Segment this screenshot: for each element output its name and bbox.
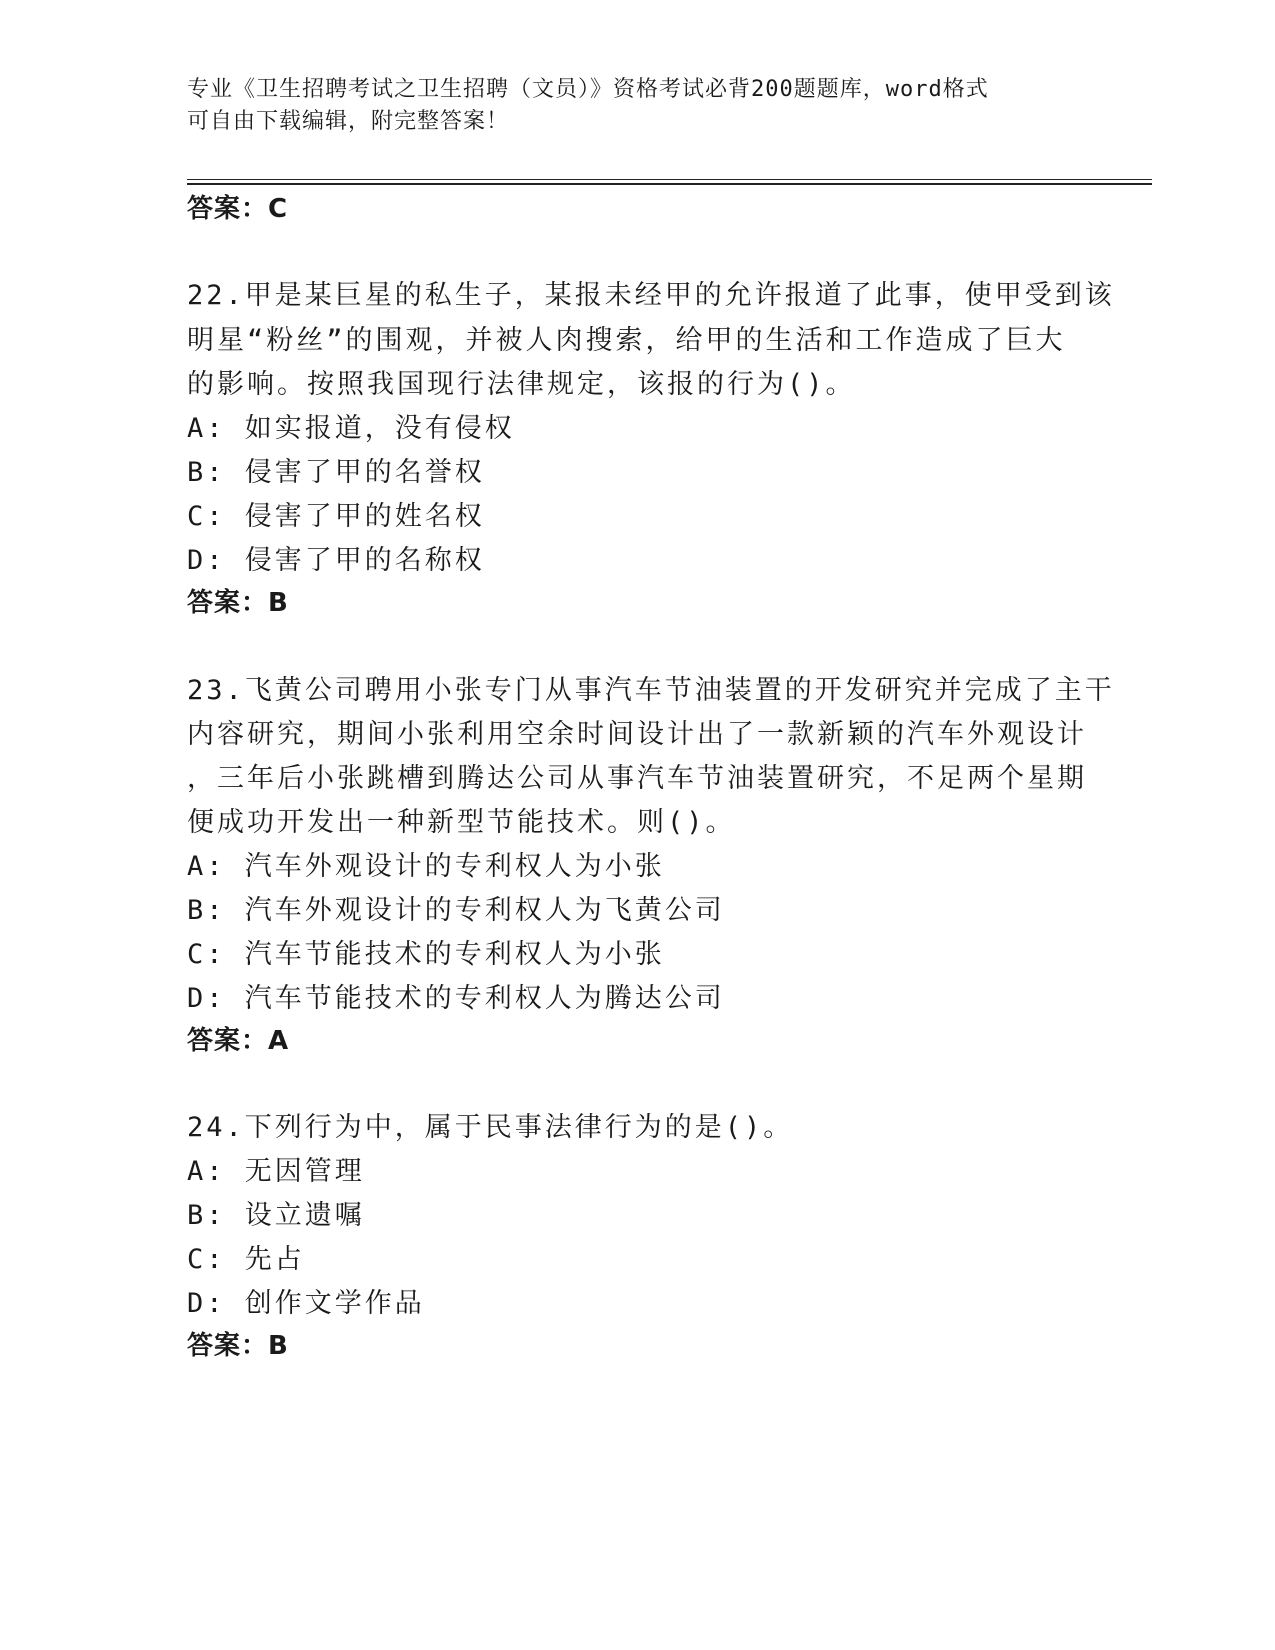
answer: 答案：B (187, 588, 289, 618)
option-d: D: 汽车节能技术的专利权人为腾达公司 (187, 983, 725, 1014)
option-b: B: 侵害了甲的名誉权 (187, 457, 485, 488)
header-line-2: 可自由下载编辑，附完整答案！ (187, 109, 510, 134)
option-b: B: 汽车外观设计的专利权人为飞黄公司 (187, 895, 725, 926)
question-stem-line: ，三年后小张跳槽到腾达公司从事汽车节油装置研究，不足两个星期 (187, 763, 1087, 794)
option-c: C: 汽车节能技术的专利权人为小张 (187, 939, 665, 970)
header-divider-thin (187, 179, 1152, 180)
answer: 答案：B (187, 1331, 289, 1361)
option-c: C: 侵害了甲的姓名权 (187, 501, 485, 532)
header-divider-thick (187, 183, 1152, 185)
option-d: D: 侵害了甲的名称权 (187, 545, 485, 576)
option-c: C: 先占 (187, 1244, 305, 1275)
answer: 答案：A (187, 1026, 290, 1056)
question-stem-line: 的影响。按照我国现行法律规定，该报的行为()。 (187, 369, 856, 400)
question-stem-line: 23.飞黄公司聘用小张专门从事汽车节油装置的开发研究并完成了主干 (187, 675, 1115, 706)
option-b: B: 设立遗嘱 (187, 1200, 365, 1231)
question-stem-line: 内容研究，期间小张利用空余时间设计出了一款新颖的汽车外观设计 (187, 719, 1087, 750)
question-stem-line: 明星“粉丝”的围观，并被人肉搜索，给甲的生活和工作造成了巨大 (187, 325, 1066, 356)
option-a: A: 无因管理 (187, 1156, 365, 1187)
page-header (187, 74, 1067, 138)
question-stem-line: 便成功开发出一种新型节能技术。则()。 (187, 807, 736, 838)
question-stem-line: 24.下列行为中，属于民事法律行为的是()。 (187, 1112, 794, 1143)
option-a: A: 如实报道，没有侵权 (187, 413, 515, 444)
option-a: A: 汽车外观设计的专利权人为小张 (187, 851, 665, 882)
header-line-1: 专业《卫生招聘考试之卫生招聘（文员）》资格考试必背200题题库，word格式 (187, 77, 989, 102)
question-stem-line: 22.甲是某巨星的私生子，某报未经甲的允许报道了此事，使甲受到该 (187, 280, 1115, 311)
previous-answer: 答案：C (187, 194, 289, 224)
option-d: D: 创作文学作品 (187, 1288, 425, 1319)
